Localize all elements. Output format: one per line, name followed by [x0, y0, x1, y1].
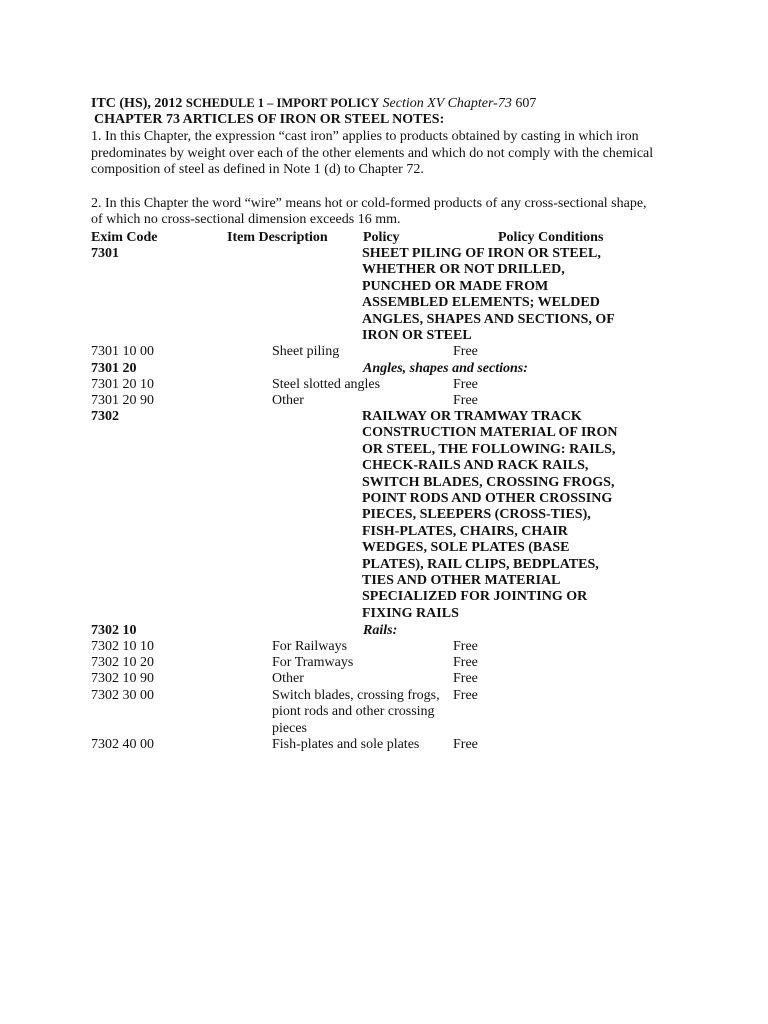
header-item-description: Item Description	[227, 230, 328, 245]
exim-code: 7302 10 20	[91, 655, 154, 670]
subheading: Rails:	[363, 623, 398, 638]
exim-code: 7301 20 90	[91, 393, 154, 408]
page-header	[91, 95, 536, 112]
heading-description: RAILWAY OR TRAMWAY TRACK CONSTRUCTION MATERIAL OF IRON OR STEEL, THE FOLLOWING: RAILS, CHECK-RAILS AND RACK RAILS, SWITCH BLADES, CROSSING FROGS, POINT RODS AND OTHER CROSSING PIECES, SLEEPERS (CROSS-TIES), FISH-PLATES, CHAIRS, CHAIR WEDGES, SOLE PLATES (BASE PLATES), RAIL CLIPS, BEDPLATES, TIES AND OTHER MATERIAL SPECIALIZED FOR JOINTING OR FIXING RAILS	[362, 409, 618, 621]
exim-code: 7302 30 00	[91, 688, 154, 703]
policy-value: Free	[453, 655, 478, 670]
note-1-line-2: predominates by weight over each of the other elements and which do not comply with the chemical	[91, 146, 654, 161]
subheading: Angles, shapes and sections:	[363, 361, 528, 376]
exim-code: 7302 10	[91, 623, 137, 638]
exim-code: 7302 10 10	[91, 639, 154, 654]
item-description: For Railways	[272, 639, 348, 654]
item-description: Steel slotted angles	[272, 377, 381, 392]
exim-code: 7302 10 90	[91, 671, 154, 686]
item-description: Other	[272, 671, 304, 686]
policy-value: Free	[453, 639, 478, 654]
note-1-line-1: 1. In this Chapter, the expression “cast iron” applies to products obtained by casting in which iron	[91, 129, 639, 144]
note-2-line-1: 2. In this Chapter the word “wire” means hot or cold-formed products of any cross-sectional shape,	[91, 196, 647, 211]
header-exim-code: Exim Code	[91, 230, 158, 245]
exim-code: 7302	[91, 409, 119, 424]
header-policy: Policy	[363, 230, 400, 245]
note-2-line-2: of which no cross-sectional dimension exceeds 16 mm.	[91, 212, 401, 227]
item-description: Sheet piling	[272, 344, 340, 359]
item-description: Switch blades, crossing frogs, piont rods and other crossing pieces	[272, 688, 440, 736]
header-itc: ITC (HS), 2012	[91, 96, 186, 111]
item-description: Other	[272, 393, 304, 408]
exim-code: 7301 10 00	[91, 344, 154, 359]
exim-code: 7301 20 10	[91, 377, 154, 392]
header-section: Section XV Chapter-73	[379, 96, 512, 111]
header-policy-conditions: Policy Conditions	[498, 230, 604, 245]
exim-code: 7301	[91, 246, 119, 261]
exim-code: 7302 40 00	[91, 737, 154, 752]
policy-value: Free	[453, 344, 478, 359]
item-description: For Tramways	[272, 655, 354, 670]
note-1-line-3: composition of steel as defined in Note 1 (d) to Chapter 72.	[91, 162, 424, 177]
policy-value: Free	[453, 671, 478, 686]
policy-value: Free	[453, 688, 478, 703]
item-description: Fish-plates and sole plates	[272, 737, 420, 752]
exim-code: 7301 20	[91, 361, 137, 376]
heading-description: SHEET PILING OF IRON OR STEEL, WHETHER OR NOT DRILLED, PUNCHED OR MADE FROM ASSEMBLED ELEMENTS; WELDED ANGLES, SHAPES AND SECTIONS, OF IRON OR STEEL	[362, 246, 615, 344]
policy-value: Free	[453, 393, 478, 408]
chapter-title: CHAPTER 73 ARTICLES OF IRON OR STEEL NOTES:	[94, 112, 445, 127]
policy-value: Free	[453, 737, 478, 752]
header-page-number: 607	[511, 96, 537, 111]
header-schedule: SCHEDULE 1 – IMPORT POLICY	[185, 96, 380, 110]
policy-value: Free	[453, 377, 478, 392]
